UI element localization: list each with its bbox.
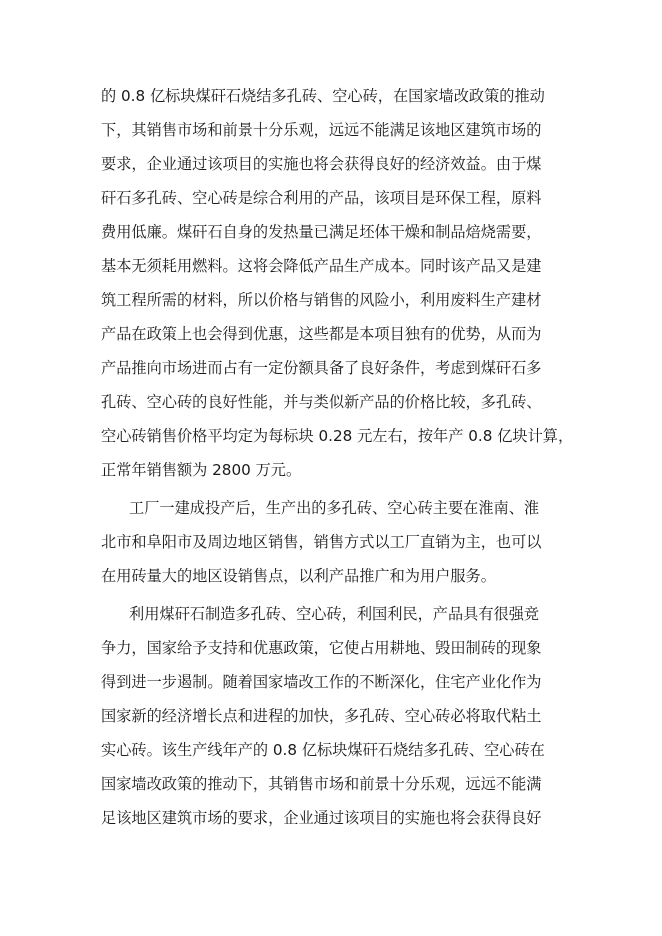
paragraph-line: 国家墙改政策的推动下，其销售市场和前景十分乐观，远远不能满 [101,775,542,793]
paragraph-line: 下，其销售市场和前景十分乐观，远远不能满足该地区建筑市场的 [101,121,542,139]
paragraph-line: 在用砖量大的地区设销售点，以利产品推广和为用户服务。 [101,567,496,585]
paragraph-line: 产品推向市场进而占有一定份额具备了良好条件，考虑到煤矸石多 [101,359,542,377]
paragraph-line: 足该地区建筑市场的要求，企业通过该项目的实施也将会获得良好 [101,809,542,827]
paragraph-line: 利用煤矸石制造多孔砖、空心砖，利国利民，产品具有很强竞 [129,605,540,623]
paragraph-line: 空心砖销售价格平均定为每标块 0.28 元左右，按年产 0.8 亿块计算， [101,427,574,445]
paragraph-line: 基本无须耗用燃料。这将会降低产品生产成本。同时该产品又是建 [101,257,542,275]
paragraph-line: 正常年销售额为 2800 万元。 [101,461,302,479]
paragraph-line: 争力，国家给予支持和优惠政策，它使占用耕地、毁田制砖的现象 [101,639,542,657]
paragraph-line: 国家新的经济增长点和进程的加快，多孔砖、空心砖必将取代粘土 [101,707,542,725]
paragraph-line: 筑工程所需的材料，所以价格与销售的风险小，利用废料生产建材 [101,291,542,309]
paragraph-line: 孔砖、空心砖的良好性能，并与类似新产品的价格比较，多孔砖、 [101,393,542,411]
paragraph-line: 北市和阜阳市及周边地区销售，销售方式以工厂直销为主，也可以 [101,533,542,551]
paragraph-line: 得到进一步遏制。随着国家墙改工作的不断深化，住宅产业化作为 [101,673,542,691]
paragraph-line: 矸石多孔砖、空心砖是综合利用的产品，该项目是环保工程，原料 [101,189,542,207]
paragraph-line: 要求，企业通过该项目的实施也将会获得良好的经济效益。由于煤 [101,155,542,173]
paragraph-line: 的 0.8 亿标块煤矸石烧结多孔砖、空心砖，在国家墙改政策的推动 [101,87,545,105]
paragraph-line: 产品在政策上也会得到优惠，这些都是本项目独有的优势，从而为 [101,325,542,343]
paragraph-line: 实心砖。该生产线年产的 0.8 亿标块煤矸石烧结多孔砖、空心砖在 [101,741,545,759]
paragraph-line: 工厂一建成投产后，生产出的多孔砖、空心砖主要在淮南、淮 [129,499,540,517]
paragraph-line: 费用低廉。煤矸石自身的发热量已满足坯体干燥和制品焙烧需要， [101,223,542,241]
